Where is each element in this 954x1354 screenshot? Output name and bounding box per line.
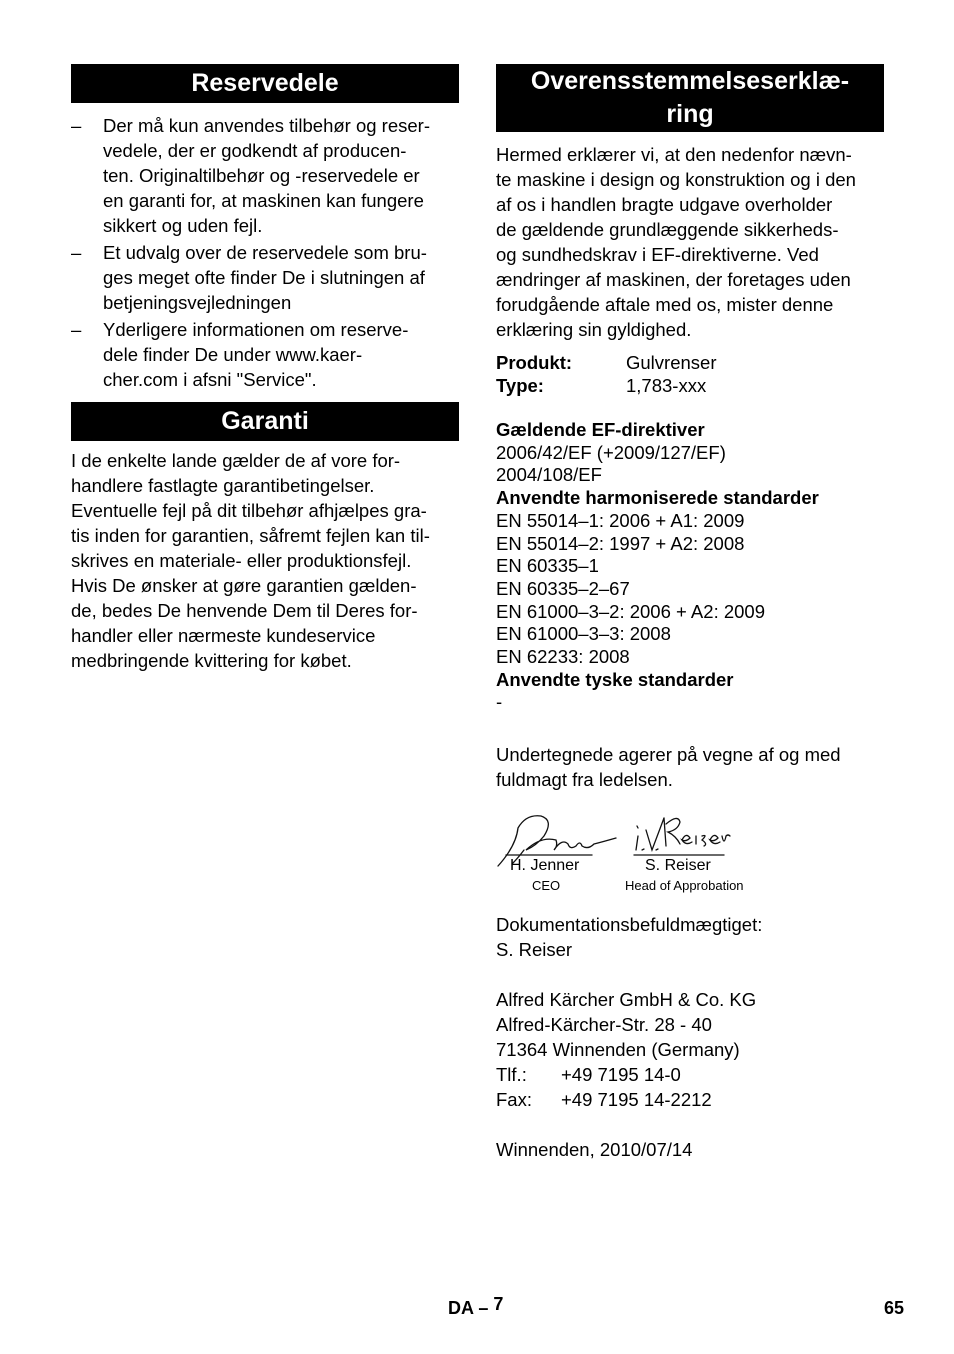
list-item: – Et udvalg over de reservedele som bru- ges meget ofte finder De i slutningen af betjeningsvejledningen: [71, 242, 427, 313]
signatory-2-title: Head of Approbation: [625, 878, 744, 894]
german-standards-label: Anvendte tyske standarder: [496, 668, 734, 690]
product-info: [496, 351, 884, 397]
signatures: [496, 806, 884, 902]
list-item: – Der må kun anvendes tilbehør og reser- vedele, der er godkendt af producen- ten. Originaltilbehør og -reservedele er en garanti for, at maskinen kan fungere sikkert og uden fejl.: [71, 115, 430, 236]
standard-line: EN 62233: 2008: [496, 646, 630, 668]
declaration-heading: Overensstemmelseserklæ- ring: [496, 64, 884, 132]
dash-bullet: –: [71, 319, 82, 340]
standard-line: EN 61000–3–3: 2008: [496, 623, 671, 645]
right-column: [496, 64, 884, 1162]
dash-bullet: –: [71, 242, 82, 263]
standard-line: EN 55014–2: 1997 + A2: 2008: [496, 532, 745, 554]
directive-line: 2004/108/EF: [496, 464, 602, 486]
reservedele-heading: Reservedele: [71, 64, 459, 103]
garanti-text: I de enkelte lande gælder de af vore for- handlere fastlagte garantibetingelser. Eventuelle fejl på dit tilbehør afhjælpes gra- tis inden for garantien, såfremt fejlen kan til- skrives en materiale- eller produktionsfejl. Hvis De ønsker at gøre garantien gælden- de, bedes De henvende Dem til Deres for- handler eller nærmeste kundeservice medbringende kvittering for købet.: [71, 450, 430, 671]
list-item: – Yderligere informationen om reserve- dele finder De under www.kaer- cher.com i afsni "Service".: [71, 319, 409, 390]
standard-line: EN 61000–3–2: 2006 + A2: 2009: [496, 600, 765, 622]
place-date: Winnenden, 2010/07/14: [496, 1139, 693, 1161]
standard-line: EN 55014–1: 2006 + A1: 2009: [496, 509, 745, 531]
standards-block: [496, 419, 884, 714]
signed-text: Undertegnede agerer på vegne af og med fuldmagt fra ledelsen.: [496, 744, 841, 791]
page-number: 65: [884, 1298, 905, 1318]
left-column: [71, 64, 459, 673]
declaration-intro: Hermed erklærer vi, at den nedenfor nævn- te maskine i design og konstruktion og i den af os i handlen bragte udgave overholder de gældende grundlæggende sikkerheds- og sundhedskrav i EF-direktiverne. Ved ændringer af maskinen, der foretages uden forudgående aftale med os, mister denne erklæring sin gyldighed.: [496, 144, 856, 340]
harmonised-label: Anvendte harmoniserede standarder: [496, 487, 819, 509]
type-row: Type: 1,783-xxx: [496, 375, 707, 396]
documentation-block: Dokumentationsbefuldmægtiget: S. Reiser: [496, 914, 763, 961]
signatory-1-title: CEO: [532, 878, 561, 894]
directives-label: Gældende EF-direktiver: [496, 419, 705, 440]
phone-row: Tlf.: +49 7195 14-0: [496, 1064, 681, 1086]
dash-bullet: –: [71, 115, 82, 136]
signatory-2-name: S. Reiser: [645, 857, 711, 875]
german-standards-value: -: [496, 691, 503, 713]
standard-line: EN 60335–2–67: [496, 577, 630, 599]
fax-row: Fax: +49 7195 14-2212: [496, 1089, 712, 1111]
product-row: Produkt: Gulvrenser: [496, 352, 717, 373]
signatory-1-name: H. Jenner: [510, 857, 580, 875]
directive-line: 2006/42/EF (+2009/127/EF): [496, 441, 726, 463]
standard-line: EN 60335–1: [496, 555, 599, 577]
company-address: Alfred Kärcher GmbH & Co. KG Alfred-Kärcher-Str. 28 - 40 71364 Winnenden (Germany): [496, 989, 757, 1061]
garanti-heading: Garanti: [71, 402, 459, 441]
footer-local-page: DA – 7: [448, 1294, 504, 1318]
reservedele-list: [71, 113, 459, 392]
